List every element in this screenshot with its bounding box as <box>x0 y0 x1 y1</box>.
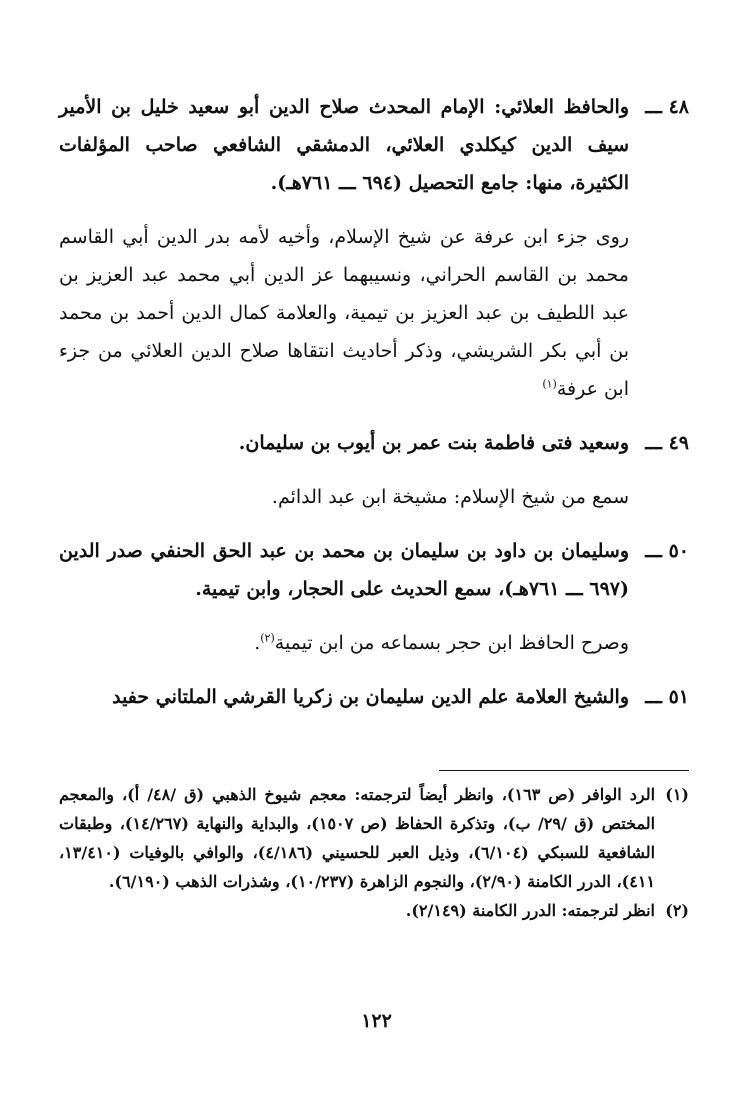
main-text <box>59 88 689 716</box>
entry-51 <box>59 678 689 716</box>
entry-body-text: وصرح الحافظ ابن حجر بسماعه من ابن تيمية <box>274 632 629 654</box>
entry-heading: والشيخ العلامة علم الدين سليمان بن زكريا القرشي الملتاني حفيد <box>112 686 629 708</box>
footnote-text: الرد الوافر (ص ١٦٣)، وانظر أيضاً لترجمته: معجم شيوخ الذهبي (ق /٤٨/ أ)، والمعجم المختص (ق /٢٩/ ب)، وتذكرة الحفاظ (ص ١٥٠٧)، والبداية والنهاية (١٤/٢٦٧)، وطبقات الشافعية للسبكي (٦/١٠٤)، وذيل العبر للحسيني (٤/١٨٦)، والوافي بالوفيات (١٣/٤١٠، ٤١١)، الدرر الكامنة (٢/٩٠)، والنجوم الزاهرة (١٠/٢٣٧)، وشذرات الذهب (٦/١٩٠). <box>59 785 656 891</box>
footnote-2 <box>59 896 689 925</box>
entry-body-text: روى جزء ابن عرفة عن شيخ الإسلام، وأخيه لأمه بدر الدين أبي القاسم محمد بن القاسم الحراني، ونسيبهما عز الدين أبي محمد عبد العزيز بن عبد اللطيف بن عبد العزيز بن تيمية، والعلامة كمال الدين أحمد بن محمد بن أبي بكر الشريشي، وذكر أحاديث انتقاها صلاح الدين العلائي من جزء ابن عرفة <box>59 226 629 400</box>
footnote-number: (١) <box>665 785 689 804</box>
entry-number: ٥٠ ـــ <box>645 540 689 562</box>
entry-50 <box>59 532 689 608</box>
entry-body: سمع من شيخ الإسلام: مشيخة ابن عبد الدائم. <box>271 486 629 508</box>
entry-number: ٥١ ـــ <box>645 686 689 708</box>
entry-number: ٤٩ ـــ <box>645 432 689 454</box>
entry-heading: وسعيد فتى فاطمة بنت عمر بن أيوب بن سليمان. <box>238 432 629 454</box>
entry-body <box>59 218 689 408</box>
footnote-1 <box>59 780 689 896</box>
footnote-number: (٢) <box>665 901 689 920</box>
footnote-ref: (١) <box>542 377 557 391</box>
entry-heading: والحافظ العلائي: الإمام المحدث صلاح الدين أبو سعيد خليل بن الأمير سيف الدين كيكلدي العلائي، الدمشقي الشافعي صاحب المؤلفات الكثيرة، منها: جامع التحصيل (٦٩٤ ـــ ٧٦١هـ). <box>59 96 629 194</box>
entry-body-end: . <box>254 632 261 654</box>
entry-49 <box>59 424 689 462</box>
footnote-ref: (٢) <box>260 631 275 645</box>
entry-heading: وسليمان بن داود بن سليمان بن محمد بن عبد الحق الحنفي صدر الدين (٦٩٧ ـــ ٧٦١هـ)، سمع الحديث على الحجار، وابن تيمية. <box>59 540 629 600</box>
entry-body <box>59 624 689 662</box>
footnotes <box>59 780 689 925</box>
entry-48 <box>59 88 689 202</box>
page-number: ١٢٢ <box>361 1010 392 1032</box>
footnote-divider <box>439 770 689 771</box>
entry-number: ٤٨ ـــ <box>645 96 689 118</box>
footnote-text: انظر لترجمته: الدرر الكامنة (٢/١٤٩). <box>405 901 655 920</box>
